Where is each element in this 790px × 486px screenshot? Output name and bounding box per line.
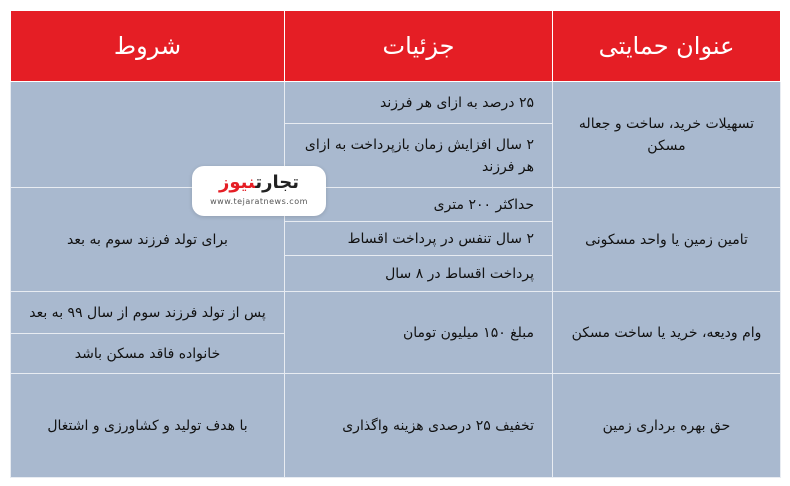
row2-detail1: حداکثر ۲۰۰ متری xyxy=(285,188,553,222)
table-row xyxy=(11,82,781,124)
row1-detail1: ۲۵ درصد به ازای هر فرزند xyxy=(285,82,553,124)
support-table xyxy=(10,10,781,478)
watermark-logo xyxy=(192,166,326,196)
header-title: عنوان حمایتی xyxy=(553,11,781,82)
watermark-logo-part2: نیوز xyxy=(219,172,256,193)
row2-condition: برای تولد فرزند سوم به بعد xyxy=(11,188,285,292)
tejaratnews-watermark xyxy=(192,166,326,216)
row3-condition2: خانواده فاقد مسکن باشد xyxy=(11,334,285,374)
table-row xyxy=(11,374,781,478)
row3-detail1: مبلغ ۱۵۰ میلیون تومان xyxy=(285,292,553,374)
row4-condition: با هدف تولید و کشاورزی و اشتغال xyxy=(11,374,285,478)
row3-condition1: پس از تولد فرزند سوم از سال ۹۹ به بعد xyxy=(11,292,285,334)
header-conditions: شروط xyxy=(11,11,285,82)
row2-title: تامین زمین یا واحد مسکونی xyxy=(553,188,781,292)
header-row xyxy=(11,11,781,82)
row4-title: حق بهره برداری زمین xyxy=(553,374,781,478)
table-row xyxy=(11,188,781,222)
header-details: جزئیات xyxy=(285,11,553,82)
watermark-logo-part1: تجارت xyxy=(255,172,299,193)
row3-title: وام ودیعه، خرید یا ساخت مسکن xyxy=(553,292,781,374)
watermark-url: www.tejaratnews.com xyxy=(210,197,308,206)
row1-detail2: ۲ سال افزایش زمان بازپرداخت به ازای هر فرزند xyxy=(285,124,553,188)
row2-detail2: ۲ سال تنفس در پرداخت اقساط xyxy=(285,222,553,256)
row1-title: تسهیلات خرید، ساخت و جعاله مسکن xyxy=(553,82,781,188)
table-row xyxy=(11,292,781,334)
row2-detail3: پرداخت اقساط در ۸ سال xyxy=(285,256,553,292)
row4-detail1: تخفیف ۲۵ درصدی هزینه واگذاری xyxy=(285,374,553,478)
